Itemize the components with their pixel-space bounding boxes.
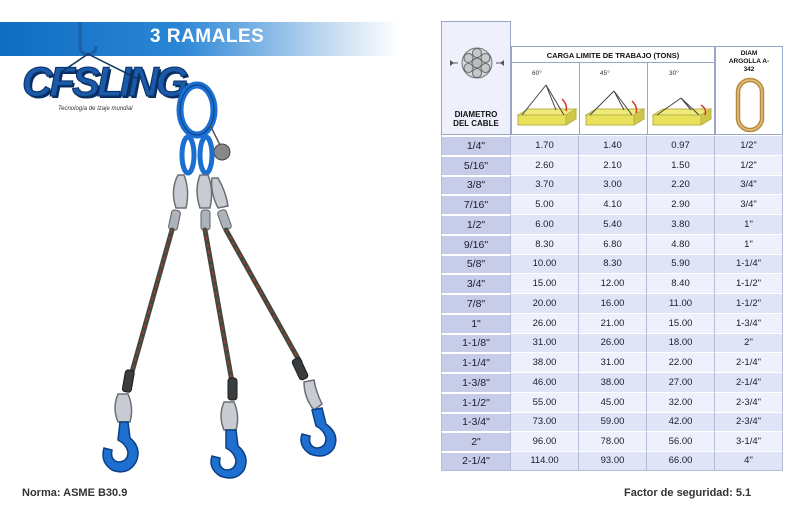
table-row [441,155,783,175]
ring-cell: 3/4" [714,194,783,214]
table-row [441,372,783,392]
ring-cell: 1-1/4" [714,254,783,274]
load-45-cell: 4.10 [578,194,646,214]
ring-cell: 2-3/4" [714,412,783,432]
load-30-cell: 27.00 [646,372,714,392]
ring-cell: 1-1/2" [714,273,783,293]
table-row [441,135,783,155]
safety-factor-label: Factor de seguridad: 5.1 [624,487,752,499]
table-row [441,234,783,254]
ring-header-label: DIAM ARGOLLA A-342 [728,50,770,73]
table-row [441,313,783,333]
diameter-cell: 1-1/8" [441,333,510,353]
table-row [441,333,783,353]
wire-rope-legs [132,230,300,382]
load-60-cell: 38.00 [510,352,578,372]
load-60-cell: 73.00 [510,412,578,432]
diameter-cell: 9/16" [441,234,510,254]
load-45-cell: 2.10 [578,155,646,175]
diameter-cell: 1-1/4" [441,352,510,372]
load-45-cell: 45.00 [578,392,646,412]
ring-cell: 1/2" [714,155,783,175]
bottom-thimbles-icon [115,380,322,430]
load-table-grid [441,135,783,471]
load-45-cell: 12.00 [578,273,646,293]
diameter-header-cell [441,21,511,135]
load-30-cell: 5.90 [646,254,714,274]
diameter-cell: 2-1/4" [441,451,510,471]
load-60-cell: 114.00 [510,451,578,471]
three-leg-sling-illustration [60,10,380,480]
load-30-cell: 4.80 [646,234,714,254]
load-45-cell: 78.00 [578,431,646,451]
ring-cell: 1-1/2" [714,293,783,313]
load-60-cell: 15.00 [510,273,578,293]
load-60-degree-icon [516,81,578,133]
table-row [441,254,783,274]
lifting-hooks-icon [103,408,336,478]
load-30-cell: 8.40 [646,273,714,293]
table-row [441,293,783,313]
load-30-cell: 22.00 [646,352,714,372]
ring-header-cell [715,46,783,135]
load-30-cell: 0.97 [646,135,714,155]
load-45-cell: 31.00 [578,352,646,372]
load-30-cell: 2.90 [646,194,714,214]
load-30-cell: 11.00 [646,293,714,313]
angle-30-label: 30° [669,70,679,77]
load-60-cell: 8.30 [510,234,578,254]
load-45-cell: 38.00 [578,372,646,392]
load-45-cell: 16.00 [578,293,646,313]
load-45-cell: 8.30 [578,254,646,274]
load-45-cell: 93.00 [578,451,646,471]
master-link-icon [180,85,214,135]
load-header-cell [511,46,715,135]
load-30-cell: 15.00 [646,313,714,333]
table-row [441,273,783,293]
ring-cell: 1" [714,214,783,234]
ring-cell: 1" [714,234,783,254]
load-45-cell: 6.80 [578,234,646,254]
diameter-cell: 2" [441,431,510,451]
load-60-cell: 2.60 [510,155,578,175]
load-table [441,21,783,482]
diameter-cell: 1-3/8" [441,372,510,392]
load-60-cell: 20.00 [510,293,578,313]
diameter-cell: 7/16" [441,194,510,214]
ring-cell: 2" [714,333,783,353]
table-row [441,412,783,432]
diameter-cell: 5/16" [441,155,510,175]
ring-cell: 3-1/4" [714,431,783,451]
ring-cell: 1/2" [714,135,783,155]
diameter-cell: 3/4" [441,273,510,293]
load-header-label: CARGA LIMITE DE TRABAJO (TONS) [546,51,680,60]
load-30-cell: 56.00 [646,431,714,451]
load-60-cell: 26.00 [510,313,578,333]
ring-cell: 3/4" [714,175,783,195]
diameter-header-label: DIAMETRO DEL CABLE [453,110,499,128]
wire-rope-cross-section-icon [448,46,506,80]
logo-wordmark: CFSLING [22,58,186,105]
ring-cell: 2-3/4" [714,392,783,412]
table-row [441,214,783,234]
diameter-cell: 1-3/4" [441,412,510,432]
table-row [441,194,783,214]
load-60-cell: 46.00 [510,372,578,392]
load-60-cell: 31.00 [510,333,578,353]
load-45-cell: 1.40 [578,135,646,155]
sub-links-icon [182,137,212,173]
bottom-ferrules-icon [122,357,309,400]
table-row [441,451,783,471]
load-30-cell: 18.00 [646,333,714,353]
load-45-cell: 21.00 [578,313,646,333]
diameter-cell: 1/2" [441,214,510,234]
norm-label: Norma: ASME B30.9 [22,487,128,499]
diameter-cell: 5/8" [441,254,510,274]
load-45-cell: 5.40 [578,214,646,234]
page-title: 3 RAMALES [150,26,265,47]
ring-cell: 2-1/4" [714,352,783,372]
diameter-cell: 1" [441,313,510,333]
load-30-cell: 1.50 [646,155,714,175]
load-45-degree-icon [584,81,646,133]
thimbles-icon [173,175,228,208]
load-30-cell: 66.00 [646,451,714,471]
crane-hook-icon [60,22,140,100]
load-60-cell: 96.00 [510,431,578,451]
load-45-cell: 26.00 [578,333,646,353]
load-60-cell: 10.00 [510,254,578,274]
logo-tagline: Tecnología de Izaje mundial [58,106,133,112]
load-30-cell: 42.00 [646,412,714,432]
diameter-cell: 1-1/2" [441,392,510,412]
master-ring-icon [735,77,765,133]
diameter-cell: 1/4" [441,135,510,155]
load-45-cell: 3.00 [578,175,646,195]
load-30-cell: 32.00 [646,392,714,412]
table-row [441,392,783,412]
load-60-cell: 1.70 [510,135,578,155]
top-ferrules-icon [168,209,232,231]
angle-60-label: 60° [532,70,542,77]
load-60-cell: 3.70 [510,175,578,195]
ring-cell: 4" [714,451,783,471]
ring-cell: 1-3/4" [714,313,783,333]
diameter-cell: 3/8" [441,175,510,195]
angle-45-label: 45° [600,70,610,77]
table-row [441,175,783,195]
diameter-cell: 7/8" [441,293,510,313]
load-45-cell: 59.00 [578,412,646,432]
load-60-cell: 55.00 [510,392,578,412]
load-30-degree-icon [651,81,713,133]
load-60-cell: 5.00 [510,194,578,214]
table-row [441,352,783,372]
load-30-cell: 2.20 [646,175,714,195]
load-30-cell: 3.80 [646,214,714,234]
ring-cell: 2-1/4" [714,372,783,392]
table-row [441,431,783,451]
load-60-cell: 6.00 [510,214,578,234]
